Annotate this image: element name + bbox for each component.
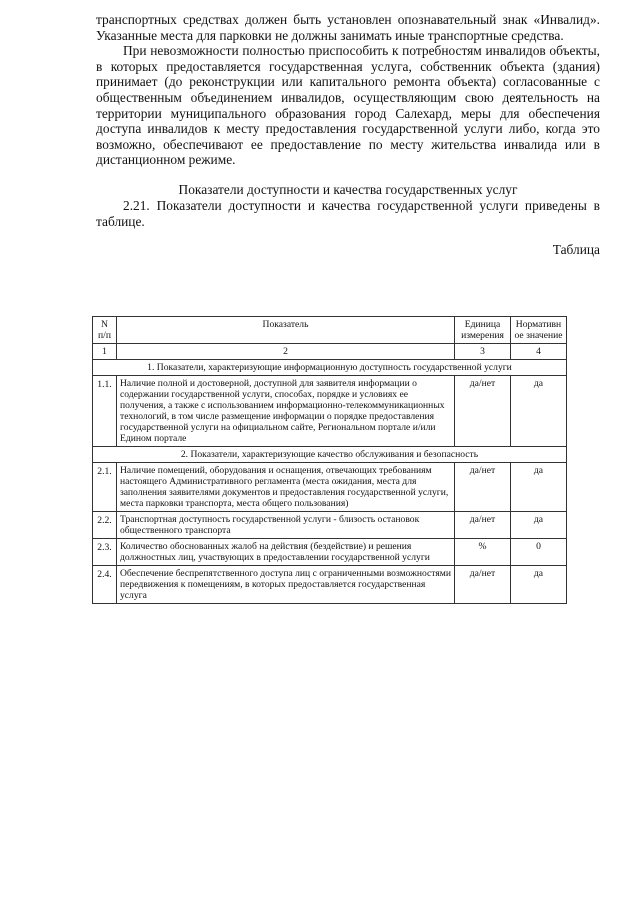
- row-indicator: Транспортная доступность государственной услуги - близость остановок общественного транспорта: [117, 512, 455, 539]
- table-header-row: [93, 317, 567, 344]
- row-unit: да/нет: [455, 512, 511, 539]
- header-number: N п/п: [93, 317, 117, 344]
- column-number: 4: [511, 344, 567, 360]
- group-row-information-access: [93, 360, 567, 376]
- indicators-table: [92, 316, 567, 604]
- row-norm: да: [511, 463, 567, 512]
- column-number: 3: [455, 344, 511, 360]
- row-norm: да: [511, 376, 567, 447]
- table-row: [93, 463, 567, 512]
- row-norm: 0: [511, 539, 567, 566]
- row-number: 2.2.: [93, 512, 117, 539]
- group-title: 1. Показатели, характеризующие информационную доступность государственной услуги: [93, 360, 567, 376]
- group-title: 2. Показатели, характеризующие качество обслуживания и безопасность: [93, 447, 567, 463]
- row-unit: да/нет: [455, 376, 511, 447]
- column-number: 2: [117, 344, 455, 360]
- row-number: 1.1.: [93, 376, 117, 447]
- row-unit: да/нет: [455, 463, 511, 512]
- row-number: 2.3.: [93, 539, 117, 566]
- row-indicator: Количество обоснованных жалоб на действия (бездействие) и решения должностных лиц, участвующих в предоставлении государственной услуги: [117, 539, 455, 566]
- paragraph-accessibility-measures: При невозможности полностью приспособить к потребностям инвалидов объекты, в которых предоставляется государственная услуга, собственник объекта (здания) принимает (до реконструкции или капитального ремонта объекта) согласованные с общественным объединением инвалидов, осуществляющим свою деятельность на территории муниципального образования город Салехард, меры для обеспечения доступа инвалидов к месту предоставления государственной услуги либо, когда это возможно, обеспечивают ее предоставление по месту жительства инвалида или в дистанционном режиме.: [96, 43, 600, 168]
- row-unit: да/нет: [455, 566, 511, 604]
- row-number: 2.4.: [93, 566, 117, 604]
- table-row: [93, 376, 567, 447]
- row-indicator: Наличие помещений, оборудования и оснащения, отвечающих требованиям настоящего Административного регламента (места ожидания, места для заполнения заявителями документов и предоставления государственной услуги, места парковки транспорта, места общего пользования): [117, 463, 455, 512]
- row-norm: да: [511, 566, 567, 604]
- row-indicator: Наличие полной и достоверной, доступной для заявителя информации о содержании государственной услуги, способах, порядке и условиях ее получения, а также с использованием информационно-телекоммуникационных технологий, в том числе размещение информации о порядке предоставления государственной услуги на официальном сайте, Региональном портале и/или Едином портале: [117, 376, 455, 447]
- paragraph-parking-sign: транспортных средствах должен быть установлен опознавательный знак «Инвалид». Указанные места для парковки не должны занимать иные транспортные средства.: [96, 12, 600, 43]
- header-norm: Нормативное значение: [511, 317, 567, 344]
- section-heading: Показатели доступности и качества государственных услуг: [178, 181, 518, 197]
- header-unit: Единица измерения: [455, 317, 511, 344]
- header-indicator: Показатель: [117, 317, 455, 344]
- row-indicator: Обеспечение беспрепятственного доступа лиц с ограниченными возможностями передвижения к помещениям, в которых предоставляется государственная услуга: [117, 566, 455, 604]
- table-row: [93, 539, 567, 566]
- column-number-row: [93, 344, 567, 360]
- row-unit: %: [455, 539, 511, 566]
- group-row-service-quality: [93, 447, 567, 463]
- table-row: [93, 566, 567, 604]
- table-caption: Таблица: [552, 242, 600, 258]
- row-norm: да: [511, 512, 567, 539]
- table-row: [93, 512, 567, 539]
- column-number: 1: [93, 344, 117, 360]
- row-number: 2.1.: [93, 463, 117, 512]
- paragraph-2-21: 2.21. Показатели доступности и качества государственной услуги приведены в таблице.: [96, 197, 600, 229]
- document-page: [96, 12, 600, 258]
